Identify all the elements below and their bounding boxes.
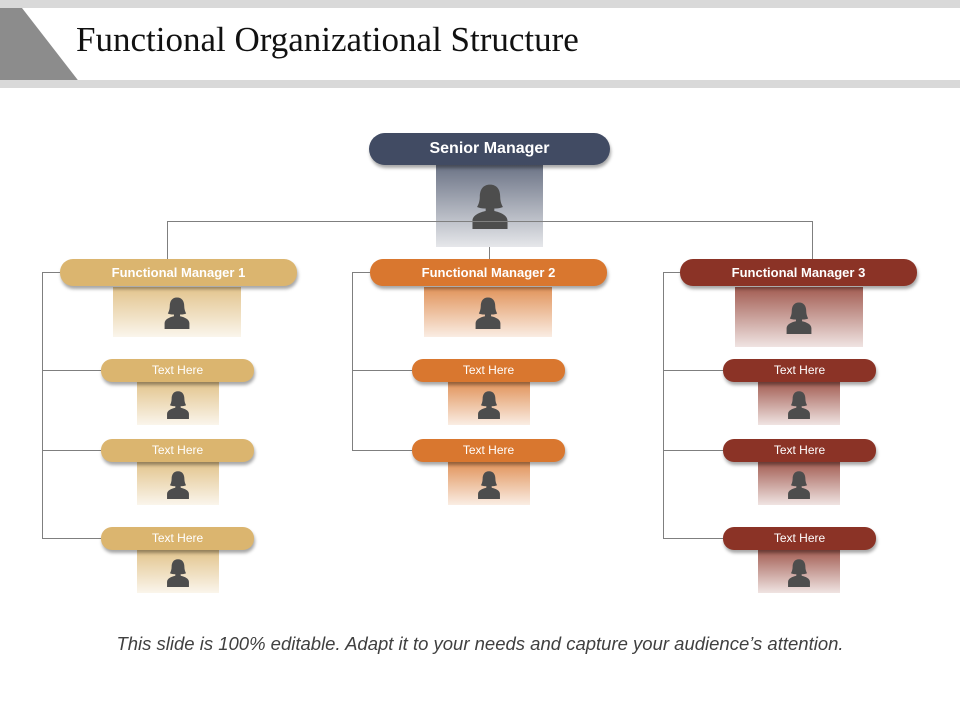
person-icon <box>782 300 816 334</box>
connector-line <box>352 450 412 451</box>
manager-1-label: Functional Manager 1 <box>60 259 297 286</box>
manager-1-member-2-label: Text Here <box>101 439 254 462</box>
title-underline-bar <box>0 80 960 88</box>
manager-3-label: Functional Manager 3 <box>680 259 917 286</box>
connector-line <box>352 370 412 371</box>
manager-3-member-2-label: Text Here <box>723 439 876 462</box>
connector-line <box>352 272 353 451</box>
connector-line <box>42 272 60 273</box>
connector-line <box>663 272 664 539</box>
connector-line <box>812 221 813 259</box>
manager-3-photo <box>735 287 863 347</box>
connector-line <box>663 272 680 273</box>
person-icon <box>784 557 814 587</box>
manager-2-member-1-label: Text Here <box>412 359 565 382</box>
connector-line <box>167 221 168 259</box>
manager-1-member-2-photo <box>137 462 219 505</box>
page-title: Functional Organizational Structure <box>76 20 579 59</box>
person-icon <box>784 469 814 499</box>
connector-line <box>663 370 723 371</box>
person-icon <box>474 389 504 419</box>
manager-2-member-2-photo <box>448 462 530 505</box>
manager-2-member-1-photo <box>448 382 530 425</box>
person-icon <box>784 389 814 419</box>
caption-text: This slide is 100% editable. Adapt it to your needs and capture your audience’s attention. <box>116 633 844 654</box>
person-icon <box>474 469 504 499</box>
person-icon <box>163 469 193 499</box>
manager-1-member-3-photo <box>137 550 219 593</box>
manager-3-member-1-photo <box>758 382 840 425</box>
manager-3-member-3-photo <box>758 550 840 593</box>
manager-2-photo <box>424 287 552 337</box>
manager-1-member-1-label: Text Here <box>101 359 254 382</box>
manager-2-member-2-label: Text Here <box>412 439 565 462</box>
connector-line <box>489 247 490 259</box>
person-icon <box>160 295 194 329</box>
manager-3-member-2-photo <box>758 462 840 505</box>
manager-3-member-1-label: Text Here <box>723 359 876 382</box>
senior-manager-photo <box>436 162 543 247</box>
person-icon <box>163 389 193 419</box>
manager-1-member-3-label: Text Here <box>101 527 254 550</box>
manager-3-member-3-label: Text Here <box>723 527 876 550</box>
connector-line <box>42 450 101 451</box>
top-bar <box>0 0 960 8</box>
senior-manager-label: Senior Manager <box>369 133 610 165</box>
connector-line <box>663 450 723 451</box>
connector-line <box>42 370 101 371</box>
connector-line <box>42 272 43 539</box>
person-icon <box>163 557 193 587</box>
connector-line <box>663 538 723 539</box>
connector-line <box>352 272 370 273</box>
manager-1-photo <box>113 287 241 337</box>
connector-line <box>42 538 101 539</box>
manager-1-member-1-photo <box>137 382 219 425</box>
connector-line <box>167 221 813 222</box>
person-icon <box>471 295 505 329</box>
manager-2-label: Functional Manager 2 <box>370 259 607 286</box>
